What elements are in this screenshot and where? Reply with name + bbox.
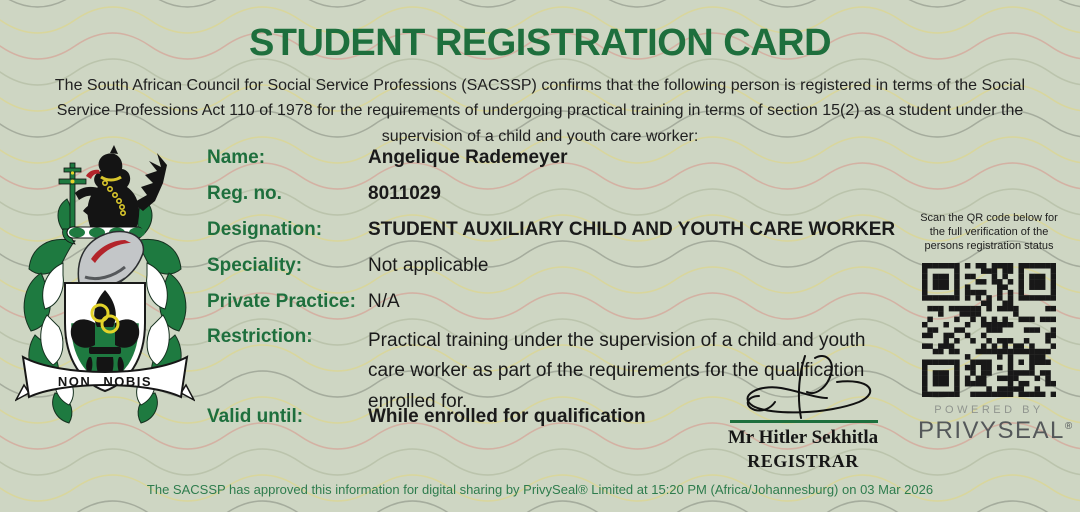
field-private-practice bbox=[207, 291, 400, 314]
registered-mark: ® bbox=[1064, 420, 1074, 432]
approval-footer-text: The SACSSP has approved this information for digital sharing by PrivySeal® Limited at 15:20 PM (Africa/Johannesburg) on 03 Mar 2026 bbox=[146, 482, 934, 497]
field-restriction-value: Practical training under the supervision of a child and youth care worker as part of the requirements for the qualification enrolled for. bbox=[368, 330, 866, 412]
field-reg-no-value: 8011029 bbox=[368, 183, 441, 204]
privyseal-logo: PRIVYSEAL® bbox=[918, 416, 1074, 444]
field-reg-no bbox=[207, 183, 441, 206]
field-private-practice-value: N/A bbox=[368, 291, 400, 312]
signature-line bbox=[730, 420, 878, 423]
field-valid-until bbox=[207, 406, 646, 429]
field-name-value: Angelique Rademeyer bbox=[368, 147, 568, 168]
signatory-title: REGISTRAR bbox=[747, 451, 859, 471]
field-name bbox=[207, 147, 568, 170]
registrar-signature bbox=[715, 352, 893, 422]
field-private-practice-label: Private Practice: bbox=[207, 291, 356, 312]
field-valid-until-label: Valid until: bbox=[207, 406, 304, 427]
field-designation bbox=[207, 219, 895, 242]
field-valid-until-value: While enrolled for qualification bbox=[368, 406, 646, 427]
powered-by-label: POWERED BY bbox=[934, 403, 1044, 416]
field-restriction-label: Restriction: bbox=[207, 326, 313, 347]
signatory-name: Mr Hitler Sekhitla bbox=[727, 427, 879, 448]
field-designation-value: STUDENT AUXILIARY CHILD AND YOUTH CARE WORKER bbox=[368, 219, 896, 240]
field-speciality bbox=[207, 255, 488, 278]
qr-code bbox=[922, 263, 1056, 397]
intro-paragraph: The South African Council for Social Service Professions (SACSSP) confirms that the following person is registered in terms of the Social Service Professions Act 110 of 1978 for the requirements of undergoing practical training in terms of section 15(2) as a student under the supervision of a child and youth care worker: bbox=[54, 77, 1026, 145]
sacssp-coat-of-arms bbox=[15, 143, 195, 433]
field-speciality-value: Not applicable bbox=[368, 255, 489, 276]
field-designation-label: Designation: bbox=[207, 219, 323, 240]
field-reg-no-label: Reg. no. bbox=[207, 183, 282, 204]
field-name-label: Name: bbox=[207, 147, 266, 168]
qr-verification-block bbox=[918, 212, 1074, 445]
qr-instruction-text: Scan the QR code below for the full verification of the persons registration status bbox=[920, 212, 1058, 252]
motto-text: NON NOBIS bbox=[57, 374, 153, 389]
field-speciality-label: Speciality: bbox=[207, 255, 303, 276]
lion-crest bbox=[75, 145, 167, 233]
page-title: STUDENT REGISTRATION CARD bbox=[248, 22, 832, 64]
